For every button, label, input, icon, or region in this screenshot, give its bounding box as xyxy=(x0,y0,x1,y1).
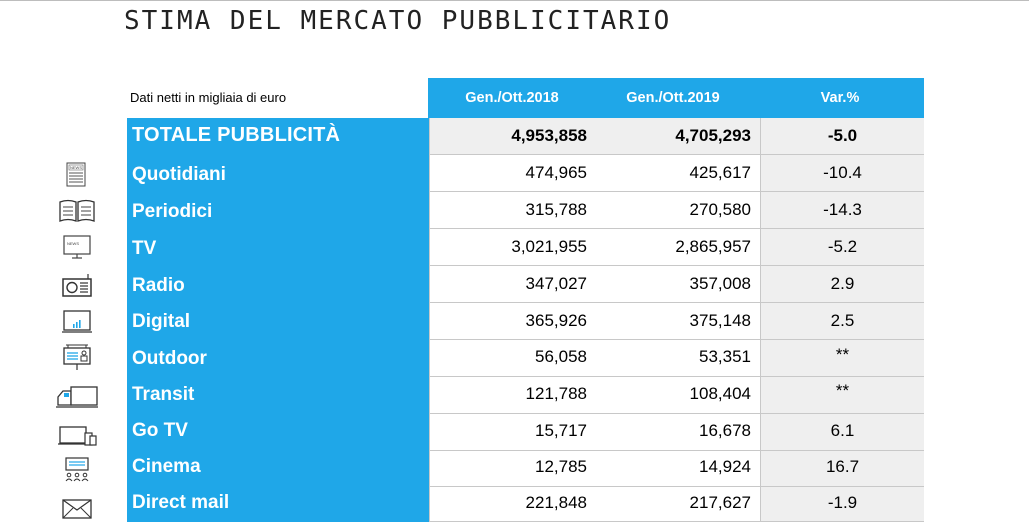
value-2018: 12,785 xyxy=(535,457,587,476)
value-2018: 221,848 xyxy=(525,493,587,512)
value-2018: 347,027 xyxy=(525,274,587,293)
value-2019: 16,678 xyxy=(699,421,751,440)
row-divider xyxy=(430,413,924,414)
row-label: TV xyxy=(132,238,157,259)
value-2018: 315,788 xyxy=(525,200,587,219)
row-divider xyxy=(430,376,924,377)
value-variation: -10.4 xyxy=(823,163,862,182)
row-divider xyxy=(430,521,924,522)
value-variation: -14.3 xyxy=(823,200,862,219)
value-2018: 474,965 xyxy=(525,163,587,182)
value-2019: 2,865,957 xyxy=(675,237,751,256)
row-divider xyxy=(430,486,924,487)
value-variation: -1.9 xyxy=(827,493,858,512)
truck-icon xyxy=(54,383,100,411)
row-divider xyxy=(430,154,924,155)
cinema-icon xyxy=(54,455,100,483)
row-label: Quotidiani xyxy=(132,164,226,185)
value-variation: 16.7 xyxy=(825,457,860,476)
value-2019: 217,627 xyxy=(689,493,751,512)
row-divider xyxy=(430,450,924,451)
row-label: Transit xyxy=(132,384,195,405)
row-divider xyxy=(430,191,924,192)
row-label: TOTALE PUBBLICITÀ xyxy=(132,124,341,146)
page-title: STIMA DEL MERCATO PUBBLICITARIO xyxy=(124,6,672,36)
value-2019: 4,705,293 xyxy=(675,126,751,145)
row-divider xyxy=(430,265,924,266)
open-magazine-icon xyxy=(54,197,100,225)
value-2019: 270,580 xyxy=(689,200,751,219)
column-header-2019: Gen./Ott.2019 xyxy=(626,90,720,106)
billboard-icon xyxy=(54,343,100,371)
column-header-variation: Var.% xyxy=(820,90,860,106)
value-2018: 365,926 xyxy=(525,311,587,330)
envelope-icon xyxy=(54,494,100,522)
row-label: Cinema xyxy=(132,456,201,477)
monitor-chart-icon xyxy=(54,307,100,335)
value-variation: ** xyxy=(835,381,850,400)
value-2018: 121,788 xyxy=(525,384,587,403)
value-2019: 14,924 xyxy=(699,457,751,476)
value-2019: 425,617 xyxy=(689,163,751,182)
value-2018: 3,021,955 xyxy=(511,237,587,256)
television-icon xyxy=(54,233,100,261)
row-label: Outdoor xyxy=(132,348,207,369)
row-divider xyxy=(430,302,924,303)
value-2019: 357,008 xyxy=(689,274,751,293)
newspaper-icon-text: NEWS xyxy=(70,165,82,171)
television-icon-text: NEWS xyxy=(67,241,79,246)
row-divider xyxy=(430,228,924,229)
value-variation: 6.1 xyxy=(830,421,855,440)
value-2019: 53,351 xyxy=(699,347,751,366)
units-label: Dati netti in migliaia di euro xyxy=(130,90,287,105)
screens-devices-icon xyxy=(54,421,100,449)
value-variation: 2.5 xyxy=(830,311,855,330)
value-2018: 15,717 xyxy=(535,421,587,440)
value-2018: 56,058 xyxy=(535,347,587,366)
row-label: Direct mail xyxy=(132,492,230,513)
top-rule xyxy=(0,0,1029,1)
row-label: Digital xyxy=(132,311,191,332)
value-2019: 375,148 xyxy=(689,311,751,330)
value-variation: -5.0 xyxy=(827,126,858,145)
value-2018: 4,953,858 xyxy=(511,126,587,145)
newspaper-icon xyxy=(54,161,100,189)
value-variation: -5.2 xyxy=(827,237,858,256)
row-label: Periodici xyxy=(132,201,213,222)
value-variation: ** xyxy=(835,345,850,364)
column-header-2018: Gen./Ott.2018 xyxy=(465,90,559,106)
row-label: Go TV xyxy=(132,420,188,441)
radio-icon xyxy=(54,271,100,299)
value-2019: 108,404 xyxy=(689,384,751,403)
row-label: Radio xyxy=(132,275,185,296)
value-variation: 2.9 xyxy=(830,274,855,293)
row-divider xyxy=(430,339,924,340)
